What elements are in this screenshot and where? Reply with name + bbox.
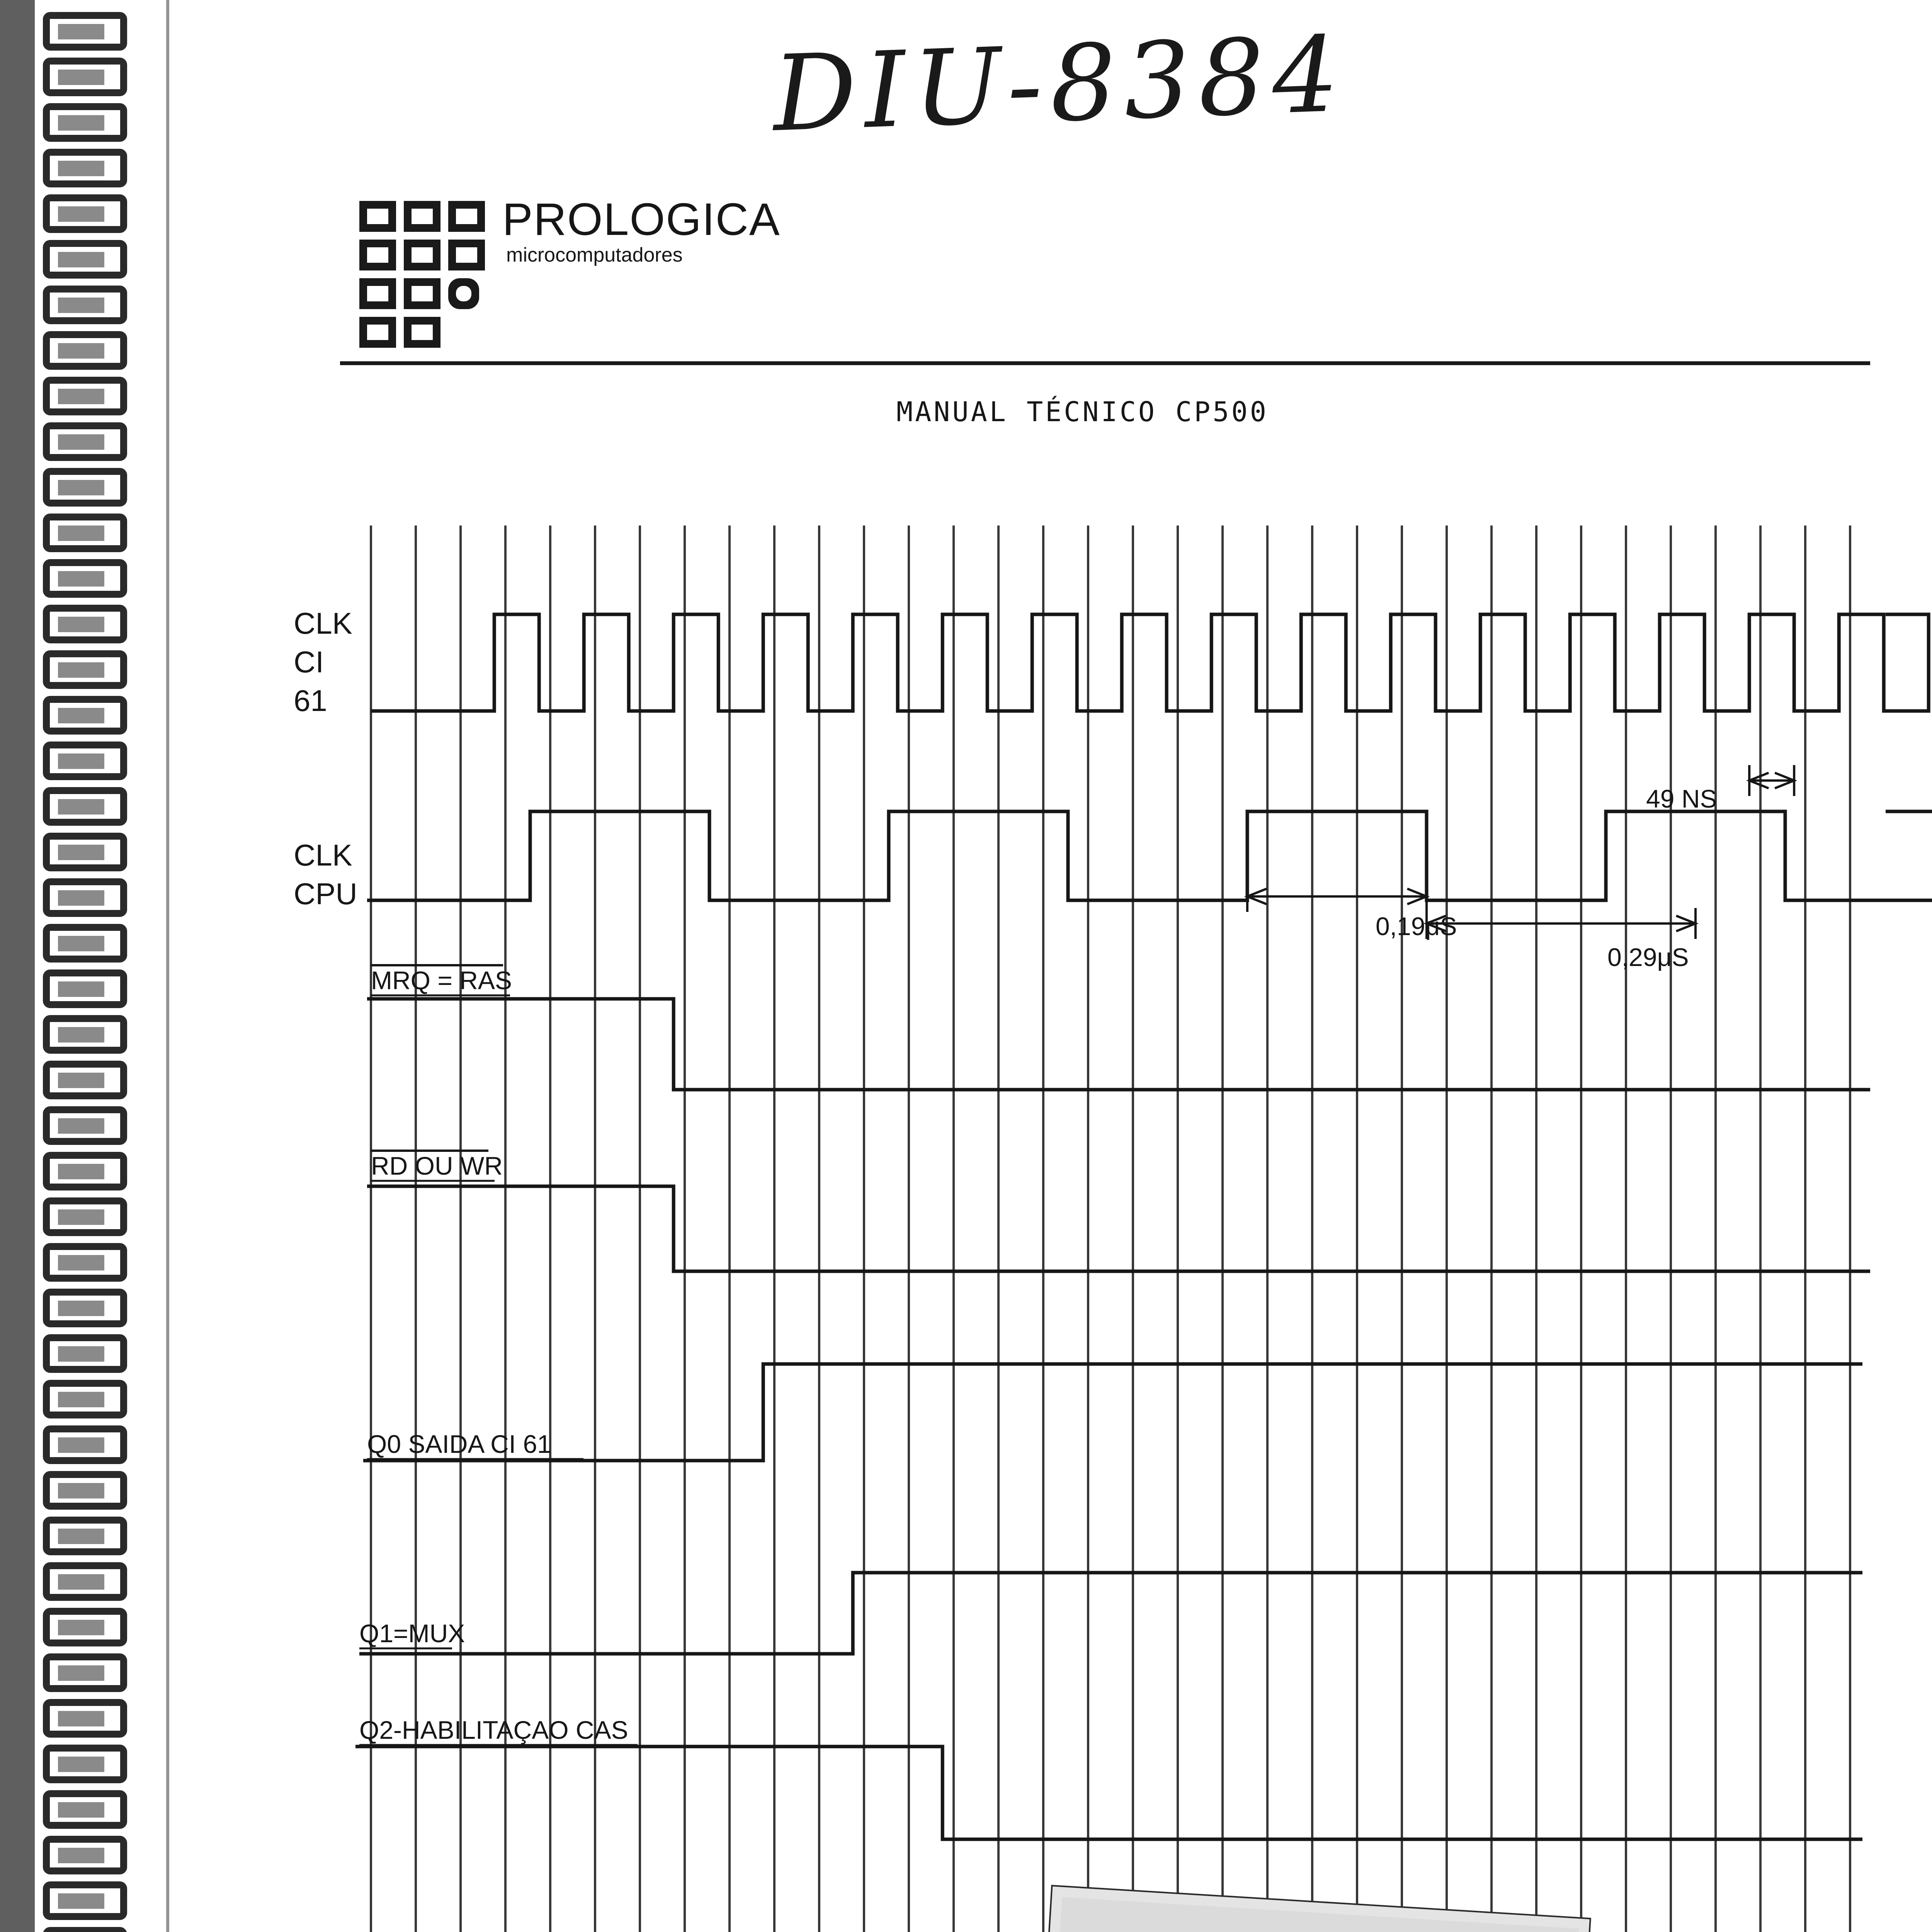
waveform-q2_cas xyxy=(355,1747,1862,1839)
waveform-clk_ci61 xyxy=(371,614,1929,711)
brand-subtitle: microcomputadores xyxy=(506,244,683,266)
waveform-mreq_ras xyxy=(367,999,1870,1090)
signal-q1_mux xyxy=(359,1573,1862,1654)
signal-label-clk_cpu: CPU xyxy=(294,877,357,911)
handwritten-archive-code-top: DIU-8384 xyxy=(770,13,1349,155)
waveform-q1_mux xyxy=(359,1573,1862,1654)
signal-clk_cpu xyxy=(294,811,1932,911)
signal-q0 xyxy=(363,1364,1862,1461)
signal-label-clk_ci61: CI xyxy=(294,645,324,679)
dimension-label: 0,29μS xyxy=(1607,943,1689,971)
waveform-clk_cpu xyxy=(367,811,1932,900)
signal-label-rd_wr: RD OU WR xyxy=(371,1151,503,1180)
signal-q2_cas xyxy=(355,1716,1862,1839)
signal-rd_wr xyxy=(367,1151,1870,1271)
waveform-rd_wr xyxy=(367,1186,1870,1271)
signal-label-clk_ci61: 61 xyxy=(294,684,327,718)
timing-annotations xyxy=(1247,765,1794,971)
signal-mreq_ras xyxy=(367,965,1870,1090)
signal-label-clk_ci61: CLK xyxy=(294,606,352,640)
signal-label-q0: Q0 SAIDA CI 61 xyxy=(367,1430,551,1458)
signal-label-mreq_ras: MRQ = RAS xyxy=(371,966,512,995)
signal-label-clk_cpu: CLK xyxy=(294,838,352,872)
signal-label-q2_cas: Q2-HABILITAÇAO CAS xyxy=(359,1716,628,1744)
waveform-q0 xyxy=(363,1364,1862,1461)
dimension-label: 49 NS xyxy=(1646,784,1717,813)
brand-name: PROLOGICA xyxy=(502,194,781,245)
dimension-label: 0,19μS xyxy=(1376,912,1457,940)
signal-label-q1_mux: Q1=MUX xyxy=(359,1619,465,1648)
signal-clk_ci61 xyxy=(294,606,1929,718)
document-title: MANUAL TÉCNICO CP500 xyxy=(896,396,1269,428)
